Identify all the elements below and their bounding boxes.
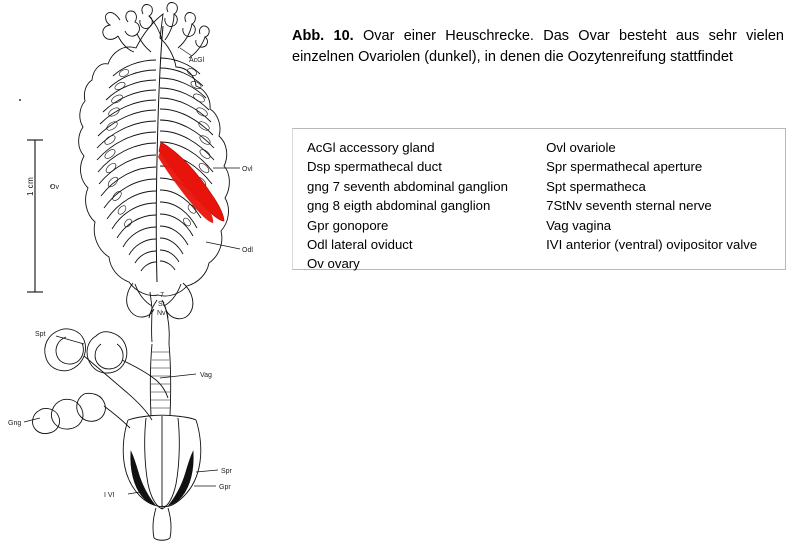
figure-label-odl: Odl bbox=[242, 247, 253, 254]
legend-item: Spr spermathecal aperture bbox=[546, 159, 703, 175]
legend-item: 7StNv seventh sternal nerve bbox=[546, 198, 712, 214]
legend-item: gng 7 seventh abdominal ganglion bbox=[307, 178, 508, 194]
legend-item: AcGl accessory gland bbox=[307, 140, 435, 155]
grasshopper-ovary-diagram bbox=[0, 0, 290, 545]
figure-label-ov: Ov bbox=[50, 184, 59, 191]
figure-number: Abb. 10. bbox=[292, 28, 354, 44]
figure-label-gng: Gng bbox=[8, 420, 22, 427]
figure-caption-text: Ovar einer Heuschrecke. Das Ovar besteht aus sehr vielen einzelnen Ovariolen (dunkel), in denen die Oozytenreifung stattfindet bbox=[292, 28, 784, 65]
legend-item: Odl lateral oviduct bbox=[307, 237, 413, 253]
highlighted-ovariole bbox=[159, 142, 224, 221]
scale-bar-label: 1 cm bbox=[26, 176, 35, 196]
figure-label-gng7-c: Nv bbox=[157, 310, 166, 317]
legend-item: Vag vagina bbox=[546, 217, 612, 233]
abbreviation-legend bbox=[292, 128, 786, 270]
corner-dot bbox=[19, 99, 21, 101]
scale-bar bbox=[27, 140, 43, 292]
leader-lines bbox=[24, 48, 240, 494]
legend-item: Ovl ovariole bbox=[546, 140, 616, 155]
figure-label-gng7-a: 7 bbox=[160, 292, 164, 299]
figure-label-spt: Spt bbox=[35, 331, 46, 338]
figure-panel bbox=[0, 0, 290, 545]
lower-reproductive-tract bbox=[33, 283, 201, 540]
legend-column-left bbox=[307, 138, 530, 272]
legend-item: Ov ovary bbox=[307, 256, 360, 272]
legend-column-right bbox=[546, 138, 775, 261]
figure-label-spr: Spr bbox=[221, 468, 232, 475]
legend-item: Dsp spermathecal duct bbox=[307, 159, 442, 175]
figure-label-acgl: AcGl bbox=[189, 57, 205, 64]
ovary-group bbox=[79, 3, 230, 296]
legend-item: gng 8 eigth abdominal ganglion bbox=[307, 198, 491, 214]
figure-label-gng7-b: St bbox=[158, 301, 165, 308]
legend-item: IVI anterior (ventral) ovipositor valve bbox=[546, 237, 758, 253]
legend-item: Spt spermatheca bbox=[546, 178, 646, 194]
legend-item: Gpr gonopore bbox=[307, 217, 389, 233]
figure-caption bbox=[292, 26, 784, 67]
figure-label-ovl: Ovl bbox=[242, 166, 253, 173]
figure-label-gpr: Gpr bbox=[219, 484, 231, 491]
figure-label-ivi: I VI bbox=[104, 492, 115, 499]
figure-label-vag: Vag bbox=[200, 372, 212, 379]
